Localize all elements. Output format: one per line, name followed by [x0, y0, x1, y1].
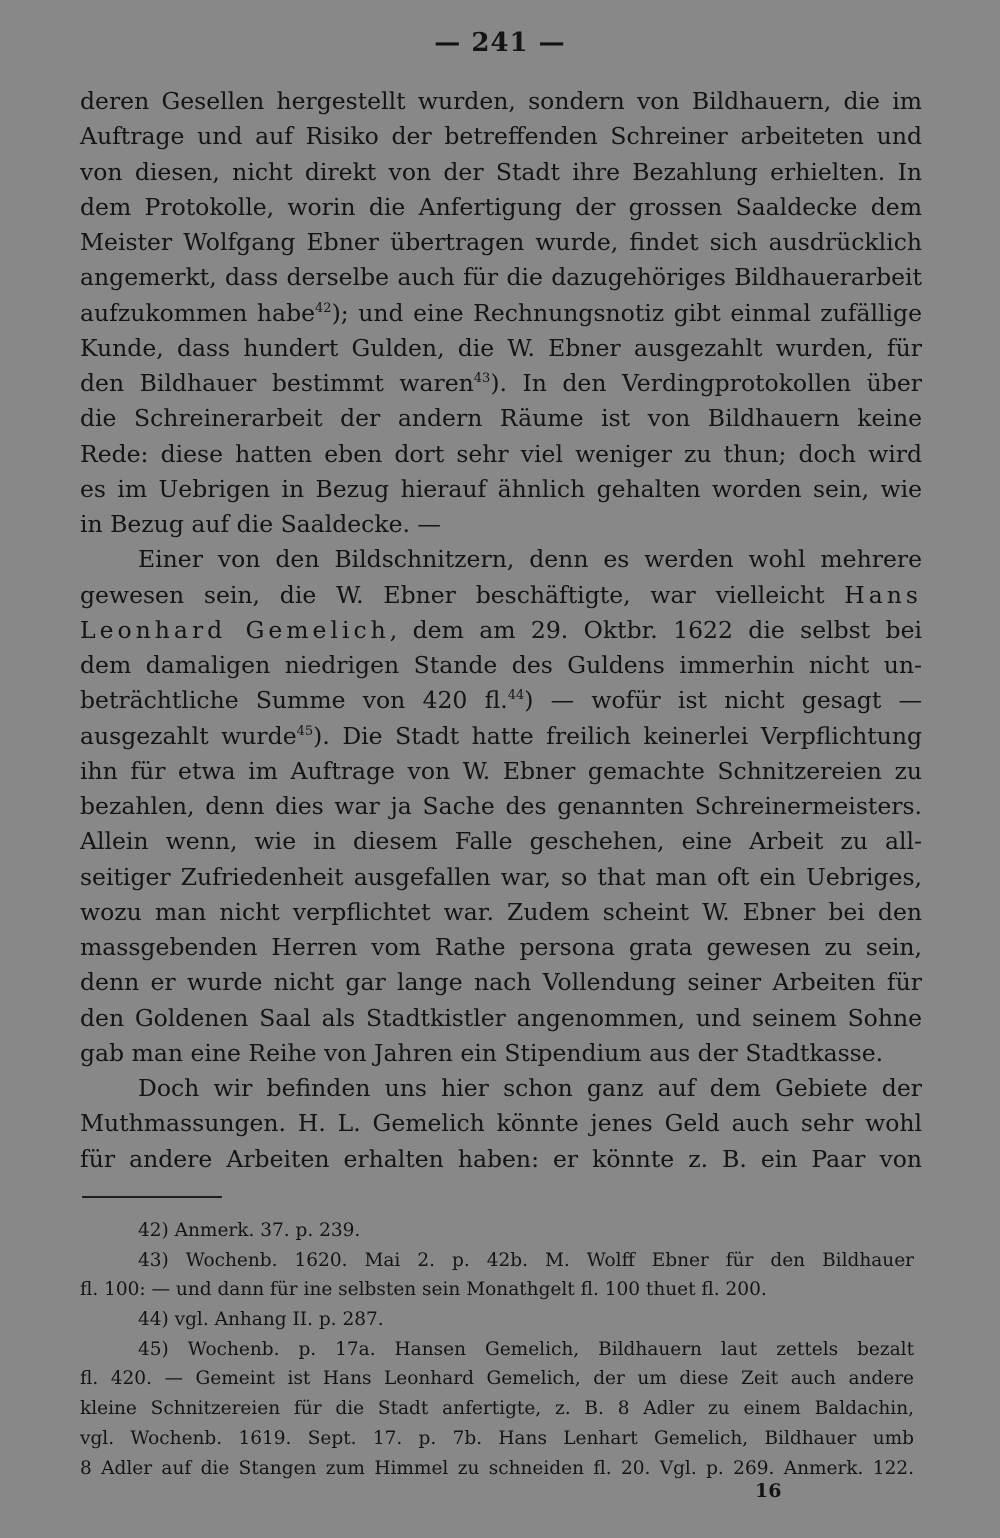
text-segment: ) — wofür ist nicht gesagt —	[524, 686, 922, 715]
text-segment: ausgezahlt wurde	[80, 721, 297, 750]
text-line: dem damaligen niedrigen Stande des Guldens immerhin nicht un-	[80, 651, 922, 679]
signature-mark: 16	[755, 1480, 782, 1502]
text-segment: den Bildhauer bestimmt waren	[80, 369, 474, 397]
text-line: Einer von den Bildschnitzern, denn es werden wohl mehrere	[138, 545, 922, 574]
text-line: massgebenden Herren vom Rathe persona grata gewesen zu sein,	[80, 933, 922, 961]
text-line	[80, 683, 922, 718]
text-segment: ); und eine Rechnungsnotiz gibt einmal zufällige	[331, 298, 922, 327]
footnote-ref: 42	[315, 300, 332, 316]
footnotes	[80, 1216, 914, 1483]
text-line: Muthmassungen. H. L. Gemelich könnte jenes Geld auch sehr wohl	[80, 1109, 922, 1138]
spaced-name: Hans	[844, 580, 922, 609]
text-line: deren Gesellen hergestellt wurden, sondern von Bildhauern, die im	[80, 87, 922, 115]
text-line	[80, 613, 922, 648]
text-line: ihn für etwa im Auftrage von W. Ebner gemachte Schnitzereien zu	[80, 756, 922, 785]
footnote-line: 45) Wochenb. p. 17a. Hansen Gemelich, Bildhauern laut zettels bezalt	[138, 1338, 914, 1360]
text-line: für andere Arbeiten erhalten haben: er könnte z. B. ein Paar von	[80, 1144, 922, 1173]
spaced-name: Leonhard Gemelich	[80, 615, 390, 644]
footnote-line: fl. 100: — und dann für ine selbsten sein Monathgelt fl. 100 thuet fl. 200.	[80, 1279, 767, 1301]
text-line: bezahlen, denn dies war ja Sache des genannten Schreinermeisters.	[80, 792, 922, 820]
text-line: es im Uebrigen in Bezug hierauf ähnlich gehalten worden sein, wie	[80, 474, 922, 503]
text-segment: , dem am 29. Oktbr. 1622 die selbst bei	[389, 615, 923, 644]
text-line: angemerkt, dass derselbe auch für die dazugehöriges Bildhauerarbeit	[80, 263, 922, 292]
text-segment: aufzukommen habe	[80, 298, 316, 327]
text-line: denn er wurde nicht gar lange nach Vollendung seiner Arbeiten für	[80, 968, 922, 997]
text-line: Meister Wolfgang Ebner übertragen wurde, findet sich ausdrücklich	[80, 228, 922, 256]
text-line: dem Protokolle, worin die Anfertigung der grossen Saaldecke dem	[80, 192, 922, 221]
footnote-ref: 43	[473, 371, 491, 386]
text-line: gab man eine Reihe von Jahren ein Stipendium aus der Stadtkasse.	[80, 1038, 884, 1067]
footnote-line: 42) Anmerk. 37. p. 239.	[138, 1220, 361, 1241]
footnote-ref: 44	[507, 688, 525, 704]
page-number: — 241 —	[434, 28, 566, 58]
text-line	[80, 296, 922, 331]
text-line: Rede: diese hatten eben dort sehr viel weniger zu thun; doch wird	[80, 439, 922, 468]
text-segment: ). In den Verdingprotokollen über	[490, 369, 922, 397]
text-line: von diesen, nicht direkt von der Stadt ihre Bezahlung erhielten. In	[80, 157, 922, 186]
text-line: Allein wenn, wie in diesem Falle geschehen, eine Arbeit zu all-	[80, 827, 922, 856]
footnote-line: 8 Adler auf die Stangen zum Himmel zu schneiden fl. 20. Vgl. p. 269. Anmerk. 122.	[80, 1457, 914, 1479]
text-line: den Goldenen Saal als Stadtkistler angenommen, und seinem Sohne	[80, 1003, 922, 1032]
footnote-line: kleine Schnitzereien für die Stadt anfertigte, z. B. 8 Adler zu einem Baldachin,	[80, 1398, 914, 1420]
text-segment: ). Die Stadt hatte freilich keinerlei Verpflichtung	[313, 721, 922, 750]
main-text	[80, 84, 922, 1177]
footnote-line: 43) Wochenb. 1620. Mai 2. p. 42b. M. Wolff Ebner für den Bildhauer	[138, 1249, 914, 1271]
footnote-separator	[82, 1196, 222, 1198]
footnote-ref: 45	[296, 723, 314, 739]
footnote-line: 44) vgl. Anhang II. p. 287.	[138, 1309, 384, 1331]
text-line: Kunde, dass hundert Gulden, die W. Ebner ausgezahlt wurden, für	[80, 333, 922, 362]
text-line: in Bezug auf die Saaldecke. —	[80, 510, 441, 538]
text-line	[80, 578, 922, 613]
text-line: Auftrage und auf Risiko der betreffenden Schreiner arbeiteten und	[80, 122, 922, 151]
footnote-line: fl. 420. — Gemeint ist Hans Leonhard Gemelich, der um diese Zeit auch andere	[80, 1368, 914, 1390]
footnote-line: vgl. Wochenb. 1619. Sept. 17. p. 7b. Hans Lenhart Gemelich, Bildhauer umb	[80, 1427, 914, 1449]
text-line: Doch wir befinden uns hier schon ganz auf dem Gebiete der	[138, 1074, 922, 1102]
text-segment: gewesen sein, die W. Ebner beschäftigte, war vielleicht	[80, 580, 845, 609]
text-line: wozu man nicht verpflichtet war. Zudem scheint W. Ebner bei den	[80, 897, 922, 926]
text-line	[80, 719, 922, 754]
text-line: seitiger Zufriedenheit ausgefallen war, so that man oft ein Uebriges,	[80, 862, 922, 891]
text-line	[80, 366, 922, 401]
text-segment: beträchtliche Summe von 420 fl.	[80, 686, 508, 715]
text-line: die Schreinerarbeit der andern Räume ist von Bildhauern keine	[80, 404, 922, 433]
